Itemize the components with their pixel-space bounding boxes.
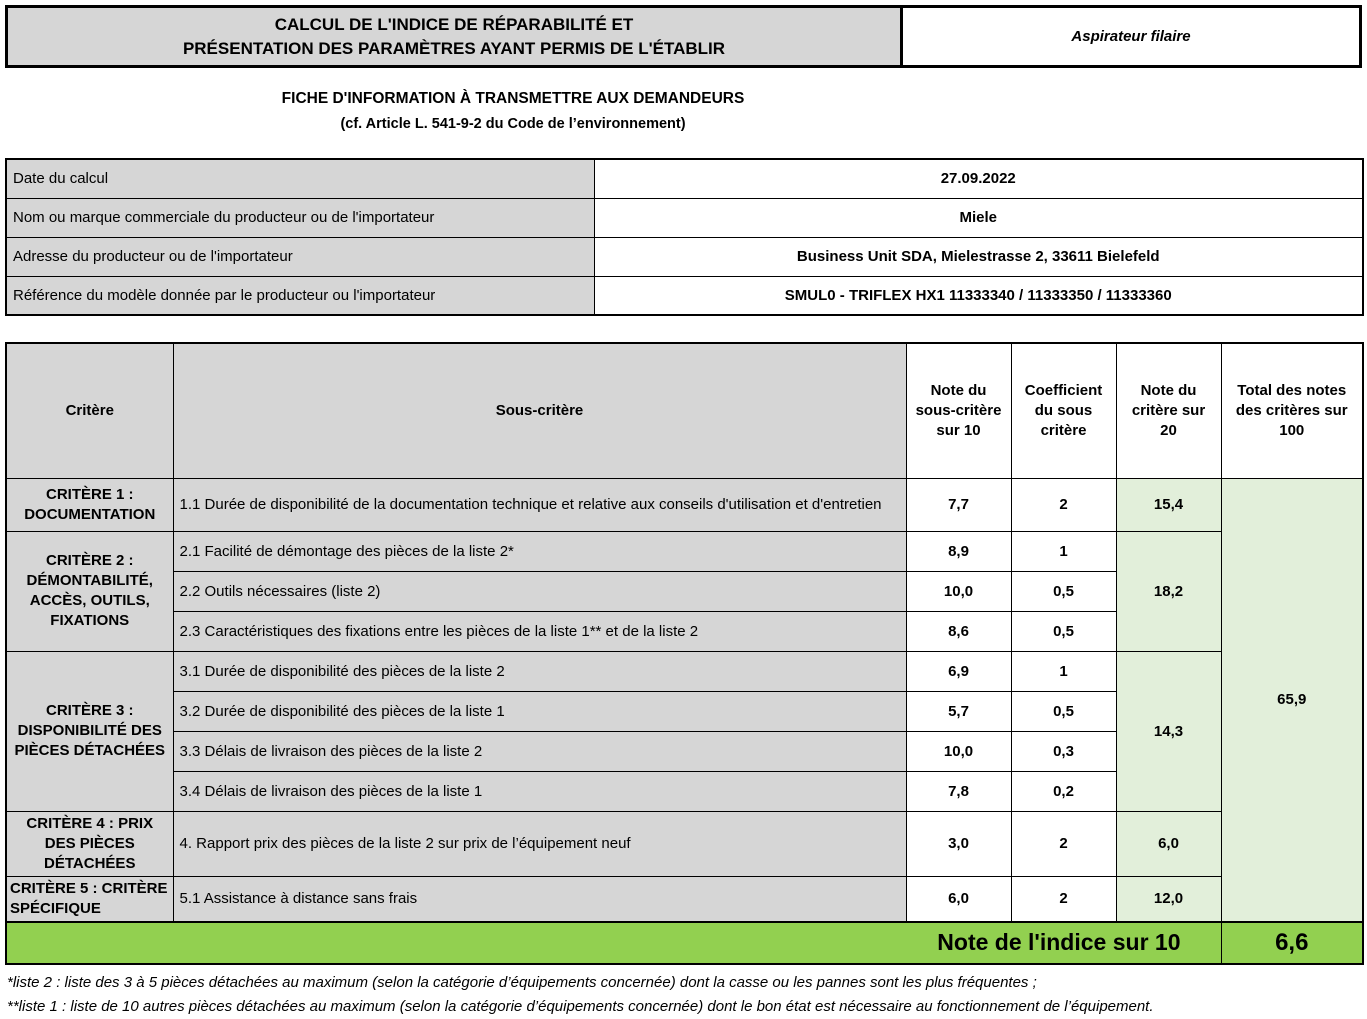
table-row	[6, 531, 1363, 571]
critere-5-name: CRITÈRE 5 : CRITÈRE SPÉCIFIQUE	[6, 876, 173, 922]
document-title-line2: PRÉSENTATION DES PARAMÈTRES AYANT PERMIS DE L'ÉTABLIR	[182, 38, 726, 58]
critere-2-name: CRITÈRE 2 : DÉMONTABILITÉ, ACCÈS, OUTILS, FIXATIONS	[6, 531, 173, 651]
sub-3-1-label: 3.1 Durée de disponibilité des pièces de la liste 2	[173, 651, 906, 691]
info-row-brand	[6, 198, 1363, 237]
sub-3-1-coef: 1	[1011, 651, 1116, 691]
sub-4-note: 3,0	[906, 811, 1011, 876]
sub-1-1-label: 1.1 Durée de disponibilité de la documentation technique et relative aux conseils d'utilisation et d'entretien	[173, 478, 906, 531]
sub-5-1-label: 5.1 Assistance à distance sans frais	[173, 876, 906, 922]
sub-3-4-coef: 0,2	[1011, 771, 1116, 811]
sub-3-2-label: 3.2 Durée de disponibilité des pièces de la liste 1	[173, 691, 906, 731]
header-total-100: Total des notes des critères sur 100	[1221, 343, 1363, 478]
header-note-sous-critere: Note du sous-critère sur 10	[906, 343, 1011, 478]
table-row	[6, 478, 1363, 531]
info-label-date: Date du calcul	[6, 159, 594, 198]
sub-2-2-coef: 0,5	[1011, 571, 1116, 611]
critere-2-note20: 18,2	[1116, 531, 1221, 651]
info-value-date: 27.09.2022	[594, 159, 1363, 198]
sub-3-4-note: 7,8	[906, 771, 1011, 811]
criteria-header-row	[6, 343, 1363, 478]
sub-3-2-note: 5,7	[906, 691, 1011, 731]
table-row	[6, 811, 1363, 876]
critere-5-note20: 12,0	[1116, 876, 1221, 922]
sub-3-3-note: 10,0	[906, 731, 1011, 771]
info-row-date	[6, 159, 1363, 198]
footnotes	[5, 971, 1362, 1019]
info-value-brand: Miele	[594, 198, 1363, 237]
product-type-label: Aspirateur filaire	[903, 8, 1359, 65]
sub-2-3-coef: 0,5	[1011, 611, 1116, 651]
critere-3-note20: 14,3	[1116, 651, 1221, 811]
index-score-row	[6, 922, 1363, 964]
index-score-value: 6,6	[1221, 922, 1363, 964]
producer-info-table	[5, 158, 1364, 316]
sub-5-1-note: 6,0	[906, 876, 1011, 922]
subtitle-line1: FICHE D'INFORMATION À TRANSMETTRE AUX DEMANDEURS	[281, 90, 745, 107]
sub-2-2-note: 10,0	[906, 571, 1011, 611]
info-label-brand: Nom ou marque commerciale du producteur ou de l'importateur	[6, 198, 594, 237]
sub-2-1-coef: 1	[1011, 531, 1116, 571]
info-row-address	[6, 237, 1363, 276]
sub-1-1-coef: 2	[1011, 478, 1116, 531]
critere-4-name: CRITÈRE 4 : PRIX DES PIÈCES DÉTACHÉES	[6, 811, 173, 876]
sub-1-1-note: 7,7	[906, 478, 1011, 531]
document-title	[8, 8, 903, 65]
table-row	[6, 651, 1363, 691]
document-title-line1: CALCUL DE L'INDICE DE RÉPARABILITÉ ET	[274, 14, 634, 34]
sub-4-coef: 2	[1011, 811, 1116, 876]
sub-5-1-coef: 2	[1011, 876, 1116, 922]
info-label-address: Adresse du producteur ou de l'importateur	[6, 237, 594, 276]
total-notes-100: 65,9	[1221, 478, 1363, 922]
critere-3-name: CRITÈRE 3 : DISPONIBILITÉ DES PIÈCES DÉTACHÉES	[6, 651, 173, 811]
sub-3-3-label: 3.3 Délais de livraison des pièces de la liste 2	[173, 731, 906, 771]
header-note-critere-20: Note du critère sur 20	[1116, 343, 1221, 478]
table-row	[6, 876, 1363, 922]
sub-3-4-label: 3.4 Délais de livraison des pièces de la liste 1	[173, 771, 906, 811]
sub-3-3-coef: 0,3	[1011, 731, 1116, 771]
sub-2-1-note: 8,9	[906, 531, 1011, 571]
sub-4-label: 4. Rapport prix des pièces de la liste 2 sur prix de l’équipement neuf	[173, 811, 906, 876]
header-sous-critere: Sous-critère	[173, 343, 906, 478]
header-coefficient: Coefficient du sous critère	[1011, 343, 1116, 478]
critere-4-note20: 6,0	[1116, 811, 1221, 876]
footnote-liste-1: **liste 1 : liste de 10 autres pièces détachées au maximum (selon la catégorie d’équipements concernée) dont le bon état est nécessaire au fonctionnement de l’équipement.	[7, 997, 1154, 1015]
document-header	[5, 5, 1362, 68]
info-value-address: Business Unit SDA, Mielestrasse 2, 33611 Bielefeld	[594, 237, 1363, 276]
info-value-model: SMUL0 - TRIFLEX HX1 11333340 / 11333350 / 11333360	[594, 276, 1363, 315]
footnote-liste-2: *liste 2 : liste des 3 à 5 pièces détachées au maximum (selon la catégorie d’équipements concernée) dont la casse ou les pannes sont les plus fréquentes ;	[7, 973, 1037, 991]
info-row-model	[6, 276, 1363, 315]
subtitle-line2: (cf. Article L. 541-9-2 du Code de l’environnement)	[340, 116, 686, 132]
criteria-table	[5, 342, 1364, 965]
critere-1-note20: 15,4	[1116, 478, 1221, 531]
header-critere: Critère	[6, 343, 173, 478]
sub-2-2-label: 2.2 Outils nécessaires (liste 2)	[173, 571, 906, 611]
sub-2-3-note: 8,6	[906, 611, 1011, 651]
sub-2-1-label: 2.1 Facilité de démontage des pièces de la liste 2*	[173, 531, 906, 571]
info-label-model: Référence du modèle donnée par le producteur ou l'importateur	[6, 276, 594, 315]
sub-3-2-coef: 0,5	[1011, 691, 1116, 731]
sub-3-1-note: 6,9	[906, 651, 1011, 691]
sub-2-3-label: 2.3 Caractéristiques des fixations entre les pièces de la liste 1** et de la liste 2	[173, 611, 906, 651]
critere-1-name: CRITÈRE 1 : DOCUMENTATION	[6, 478, 173, 531]
document-subtitle	[5, 90, 1021, 132]
index-score-label: Note de l'indice sur 10	[6, 922, 1221, 964]
